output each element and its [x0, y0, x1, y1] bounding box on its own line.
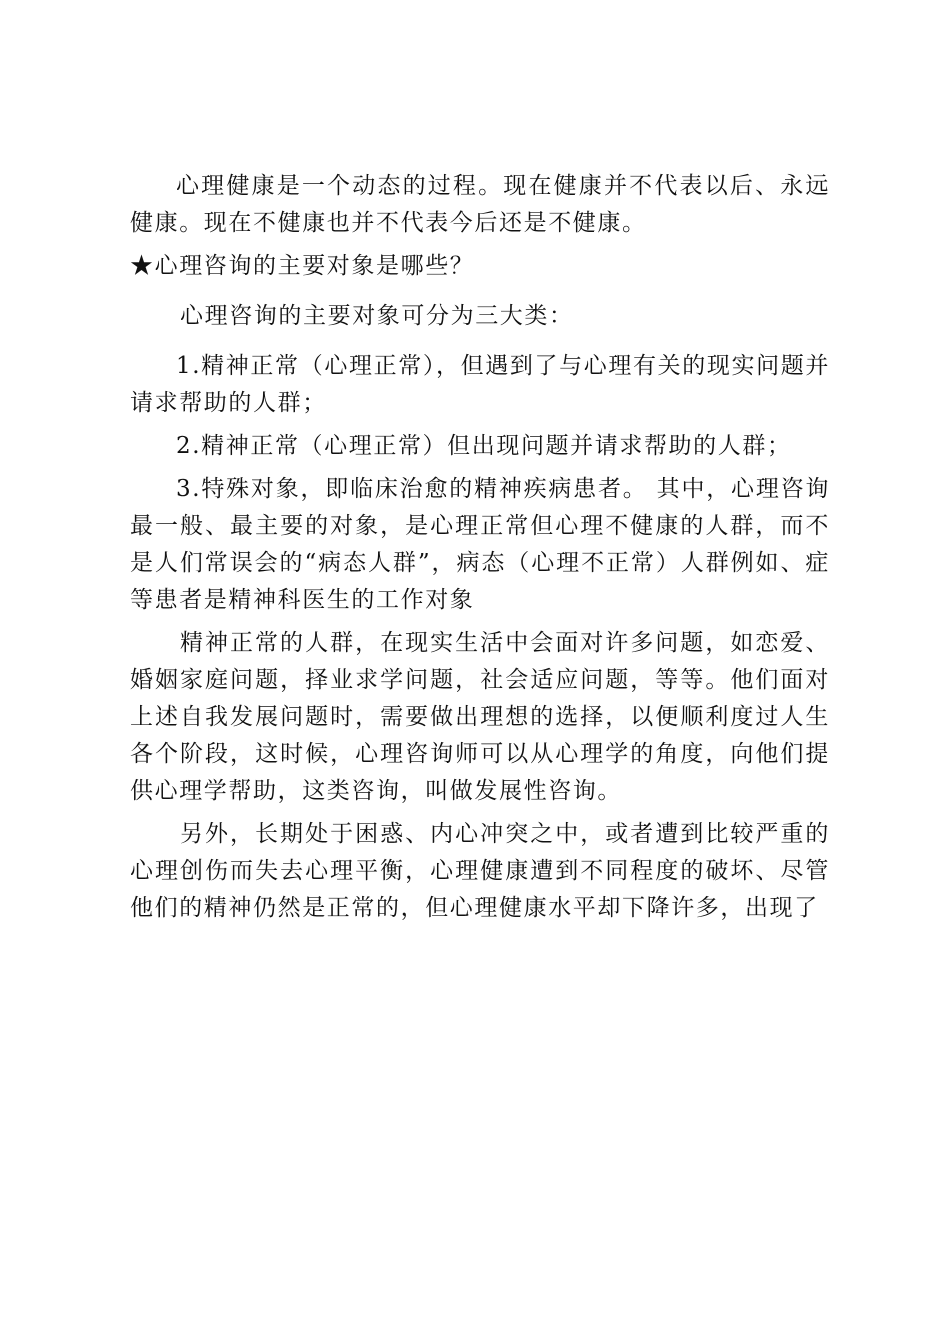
- document-body: [130, 168, 830, 927]
- paragraph-three-categories: 心理咨询的主要对象可分为三大类：: [180, 303, 574, 329]
- list-item-category-2: 2.精神正常（心理正常）但出现问题并请求帮助的人群；: [176, 433, 792, 459]
- list-item-category-3: 3.特殊对象，即临床治愈的精神疾病患者。 其中，心理咨询最一般、最主要的对象，是心理正常但心理不健康的人群，而不是人们常误会的“病态人群”，病态（心理不正常）人群例如、症等患者是精神科医生的工作对象: [130, 476, 830, 613]
- section-heading-consultation-targets: ★心理咨询的主要对象是哪些？: [130, 253, 475, 279]
- paragraph-psychological-trauma: 另外，长期处于困惑、内心冲突之中，或者遭到比较严重的心理创伤而失去心理平衡，心理健康遭到不同程度的破坏、尽管他们的精神仍然是正常的，但心理健康水平却下降许多，出现了: [130, 821, 830, 921]
- paragraph-mental-health-dynamic: 心理健康是一个动态的过程。现在健康并不代表以后、永远健康。现在不健康也并不代表今后还是不健康。: [130, 173, 830, 236]
- paragraph-developmental-consultation: 精神正常的人群，在现实生活中会面对许多问题，如恋爱、婚姻家庭问题，择业求学问题，社会适应问题，等等。他们面对上述自我发展问题时，需要做出理想的选择，以便顺利度过人生各个阶段，这时候，心理咨询师可以从心理学的角度，向他们提供心理学帮助，这类咨询，叫做发展性咨询。: [130, 630, 830, 804]
- list-item-category-1: 1.精神正常（心理正常），但遇到了与心理有关的现实问题并请求帮助的人群；: [130, 353, 830, 416]
